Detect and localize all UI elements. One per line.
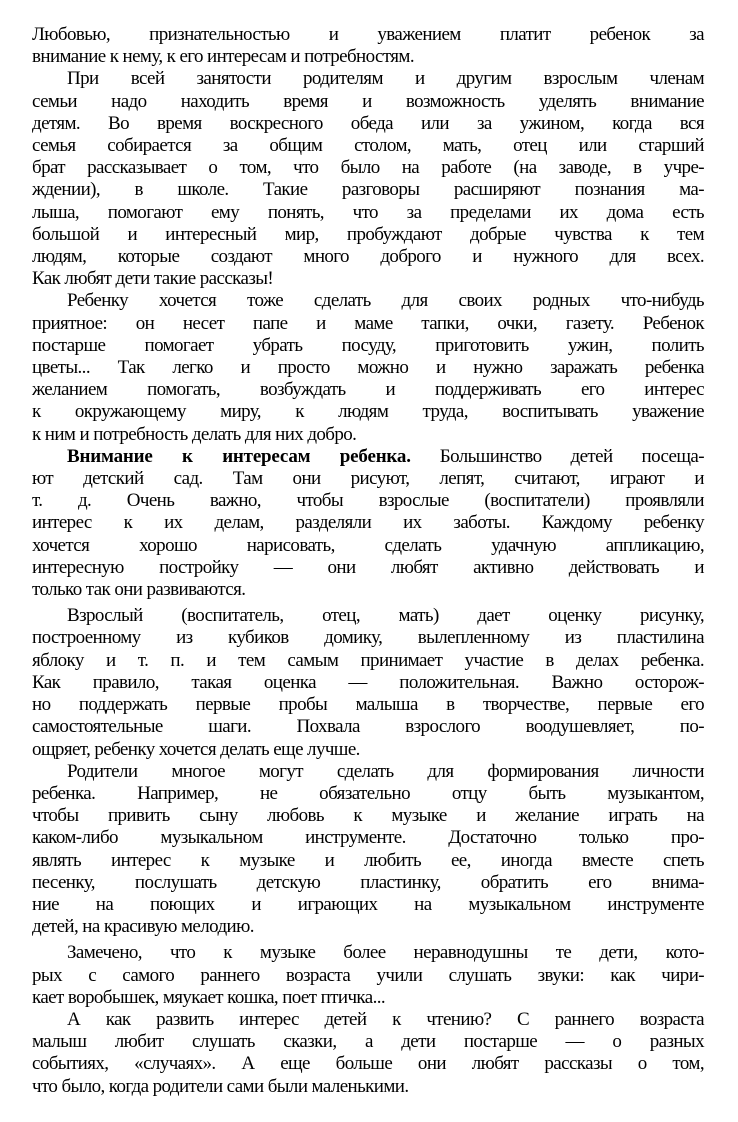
- text-line: людям, которые создают много доброго и нужного для всех.: [32, 246, 704, 268]
- text-line: Родители многое могут сделать для формирования личности: [67, 760, 704, 782]
- text-line: Как правило, такая оценка — положительная. Важно осторож-: [32, 671, 704, 693]
- text-line: хочется хорошо нарисовать, сделать удачную аппликацию,: [32, 534, 704, 556]
- text-line: событиях, «случаях». А еще больше они любят рассказы о том,: [32, 1053, 704, 1075]
- text-line: цветы... Так легко и просто можно и нужно заражать ребенка: [32, 357, 704, 379]
- paragraph-1: [32, 24, 704, 68]
- text-line: Любовью, признательностью и уважением платит ребенок за: [32, 24, 704, 45]
- paragraph-8: [32, 1009, 704, 1098]
- paragraph-5: [32, 605, 704, 760]
- section-heading: Внимание к интересам ребенка.: [67, 445, 411, 467]
- text-line: детей, на красивую мелодию.: [32, 916, 254, 938]
- text-line: рых с самого раннего возраста учили слушать звуки: как чири-: [32, 964, 704, 986]
- text-line: А как развить интерес детей к чтению? С раннего возраста: [67, 1008, 704, 1030]
- text-line: что было, когда родители сами были маленькими.: [32, 1075, 409, 1097]
- text-line: При всей занятости родителям и другим взрослым членам: [67, 68, 704, 90]
- paragraph-6: [32, 761, 704, 939]
- text-line: интерес к их делам, разделяли их заботы. Каждому ребенку: [32, 512, 704, 534]
- text-line: но поддержать первые пробы малыша в творчестве, первые его: [32, 694, 704, 716]
- document-page: [32, 24, 704, 1098]
- text-line: к окружающему миру, к людям труда, воспитывать уважение: [32, 401, 704, 423]
- text-line: чтобы привить сыну любовь к музыке и желание играть на: [32, 805, 704, 827]
- text-line: ние на поющих и играющих на музыкальном инструменте: [32, 893, 704, 915]
- text-line: семья собирается за общим столом, мать, отец или старший: [32, 135, 704, 157]
- text-line: ребенка. Например, не обязательно отцу быть музыкантом,: [32, 782, 704, 804]
- text-line: самостоятельные шаги. Похвала взрослого воодушевляет, по-: [32, 716, 704, 738]
- text-line: постарше помогает убрать посуду, приготовить ужин, полить: [32, 334, 704, 356]
- text-line: внимание к нему, к его интересам и потребностям.: [32, 46, 415, 68]
- text-line: построенному из кубиков домику, вылепленному из пластилина: [32, 627, 704, 649]
- text-line: приятное: он несет папе и маме тапки, очки, газету. Ребенок: [32, 312, 704, 334]
- text-line: детям. Во время воскресного обеда или за ужином, когда вся: [32, 112, 704, 134]
- text-line: Замечено, что к музыке более неравнодушны те дети, кото-: [67, 942, 704, 964]
- text-line: Ребенку хочется тоже сделать для своих родных что-нибудь: [67, 290, 704, 312]
- paragraph-7: [32, 942, 704, 1009]
- text-line: только так они развиваются.: [32, 579, 246, 601]
- text-line: [32, 446, 704, 468]
- text-line: к ним и потребность делать для них добро.: [32, 423, 357, 445]
- text-line: лыша, помогают ему понять, что за пределами их дома есть: [32, 201, 704, 223]
- text-line: песенку, послушать детскую пластинку, обратить его внима-: [32, 871, 704, 893]
- text-line: большой и интересный мир, пробуждают добрые чувства к тем: [32, 223, 704, 245]
- text-line: Взрослый (воспитатель, отец, мать) дает оценку рисунку,: [67, 605, 704, 627]
- text-line: яблоку и т. п. и тем самым принимает участие в делах ребенка.: [32, 649, 704, 671]
- paragraph-4: [32, 446, 704, 601]
- text-line: кает воробышек, мяукает кошка, поет птичка...: [32, 986, 386, 1008]
- text-line: каком-либо музыкальном инструменте. Достаточно только про-: [32, 827, 704, 849]
- text-line: ют детский сад. Там они рисуют, лепят, считают, играют и: [32, 468, 704, 490]
- text-line: являть интерес к музыке и любить ее, иногда вместе спеть: [32, 849, 704, 871]
- text-line: брат рассказывает о том, что было на работе (на заводе, в учре-: [32, 157, 704, 179]
- text-line: Как любят дети такие рассказы!: [32, 268, 274, 290]
- paragraph-2: [32, 68, 704, 290]
- text-line: ждении), в школе. Такие разговоры расширяют познания ма-: [32, 179, 704, 201]
- text-line: семьи надо находить время и возможность уделять внимание: [32, 90, 704, 112]
- heading-continuation: Большинство детей посеща-: [410, 445, 704, 467]
- text-line: желанием помогать, возбуждать и поддерживать его интерес: [32, 379, 704, 401]
- text-line: ощряет, ребенку хочется делать еще лучше.: [32, 738, 360, 760]
- text-line: т. д. Очень важно, чтобы взрослые (воспитатели) проявляли: [32, 490, 704, 512]
- text-line: малыш любит слушать сказки, а дети постарше — о разных: [32, 1031, 704, 1053]
- text-line: интересную постройку — они любят активно действовать и: [32, 556, 704, 578]
- paragraph-3: [32, 290, 704, 445]
